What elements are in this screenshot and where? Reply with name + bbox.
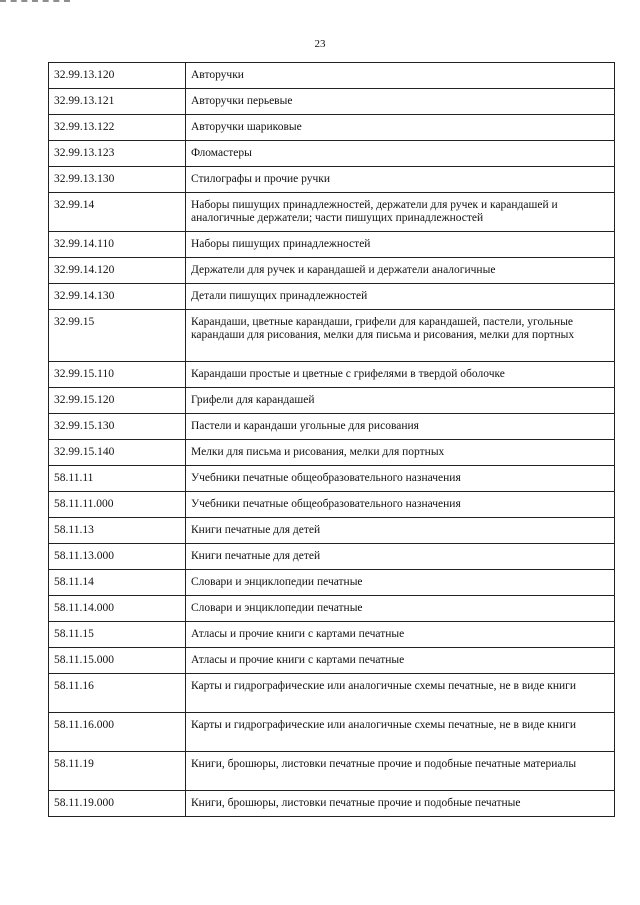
code-cell: 32.99.13.121 xyxy=(49,89,186,115)
description-cell: Пастели и карандаши угольные для рисования xyxy=(186,414,615,440)
description-cell: Авторучки шариковые xyxy=(186,115,615,141)
code-cell: 58.11.15.000 xyxy=(49,648,186,674)
scan-edge-mark xyxy=(0,0,70,5)
description-cell: Книги, брошюры, листовки печатные прочие и подобные печатные материалы xyxy=(186,752,615,791)
table-row xyxy=(49,440,615,466)
code-cell: 32.99.15.120 xyxy=(49,388,186,414)
description-cell: Словари и энциклопедии печатные xyxy=(186,596,615,622)
code-cell: 32.99.15.140 xyxy=(49,440,186,466)
description-cell: Держатели для ручек и карандашей и держатели аналогичные xyxy=(186,258,615,284)
description-cell: Карты и гидрографические или аналогичные схемы печатные, не в виде книги xyxy=(186,713,615,752)
table-row xyxy=(49,167,615,193)
description-cell: Карандаши, цветные карандаши, грифели для карандашей, пастели, угольные карандаши для рисования, мелки для письма и рисования, мелки для портных xyxy=(186,310,615,362)
table-row xyxy=(49,63,615,89)
description-cell: Стилографы и прочие ручки xyxy=(186,167,615,193)
table-row xyxy=(49,791,615,817)
description-cell: Словари и энциклопедии печатные xyxy=(186,570,615,596)
description-cell: Атласы и прочие книги с картами печатные xyxy=(186,648,615,674)
description-cell: Книги, брошюры, листовки печатные прочие и подобные печатные xyxy=(186,791,615,817)
table-row xyxy=(49,622,615,648)
code-cell: 32.99.13.122 xyxy=(49,115,186,141)
code-cell: 32.99.15.110 xyxy=(49,362,186,388)
description-cell: Атласы и прочие книги с картами печатные xyxy=(186,622,615,648)
description-cell: Карты и гидрографические или аналогичные схемы печатные, не в виде книги xyxy=(186,674,615,713)
code-cell: 58.11.19 xyxy=(49,752,186,791)
table-row xyxy=(49,570,615,596)
code-cell: 58.11.16 xyxy=(49,674,186,713)
table-row xyxy=(49,544,615,570)
table-row xyxy=(49,752,615,791)
table-row xyxy=(49,310,615,362)
code-cell: 32.99.13.130 xyxy=(49,167,186,193)
description-cell: Авторучки перьевые xyxy=(186,89,615,115)
table-row xyxy=(49,414,615,440)
code-table xyxy=(48,62,615,817)
table-row xyxy=(49,193,615,232)
table-row xyxy=(49,115,615,141)
table-row xyxy=(49,141,615,167)
table-row xyxy=(49,232,615,258)
description-cell: Книги печатные для детей xyxy=(186,544,615,570)
table-row xyxy=(49,648,615,674)
table-row xyxy=(49,388,615,414)
code-cell: 58.11.13 xyxy=(49,518,186,544)
code-cell: 32.99.15.130 xyxy=(49,414,186,440)
code-cell: 32.99.14 xyxy=(49,193,186,232)
description-cell: Фломастеры xyxy=(186,141,615,167)
table-row xyxy=(49,674,615,713)
page-number: 23 xyxy=(314,38,326,50)
description-cell: Карандаши простые и цветные с грифелями в твердой оболочке xyxy=(186,362,615,388)
code-cell: 58.11.14.000 xyxy=(49,596,186,622)
description-cell: Книги печатные для детей xyxy=(186,518,615,544)
code-cell: 32.99.14.110 xyxy=(49,232,186,258)
description-cell: Учебники печатные общеобразовательного назначения xyxy=(186,466,615,492)
table-row xyxy=(49,492,615,518)
code-cell: 58.11.16.000 xyxy=(49,713,186,752)
code-cell: 32.99.14.130 xyxy=(49,284,186,310)
table-row xyxy=(49,258,615,284)
code-cell: 32.99.14.120 xyxy=(49,258,186,284)
code-cell: 58.11.14 xyxy=(49,570,186,596)
table-row xyxy=(49,713,615,752)
code-cell: 58.11.19.000 xyxy=(49,791,186,817)
table-row xyxy=(49,466,615,492)
description-cell: Мелки для письма и рисования, мелки для портных xyxy=(186,440,615,466)
table-row xyxy=(49,362,615,388)
code-cell: 32.99.13.123 xyxy=(49,141,186,167)
description-cell: Наборы пишущих принадлежностей xyxy=(186,232,615,258)
description-cell: Грифели для карандашей xyxy=(186,388,615,414)
description-cell: Наборы пишущих принадлежностей, держатели для ручек и карандашей и аналогичные держатели; части пишущих принадлежностей xyxy=(186,193,615,232)
code-cell: 32.99.15 xyxy=(49,310,186,362)
code-cell: 58.11.13.000 xyxy=(49,544,186,570)
table-row xyxy=(49,518,615,544)
description-cell: Учебники печатные общеобразовательного назначения xyxy=(186,492,615,518)
code-cell: 32.99.13.120 xyxy=(49,63,186,89)
code-cell: 58.11.15 xyxy=(49,622,186,648)
table-row xyxy=(49,89,615,115)
description-cell: Детали пишущих принадлежностей xyxy=(186,284,615,310)
code-cell: 58.11.11 xyxy=(49,466,186,492)
table-row xyxy=(49,596,615,622)
table-row xyxy=(49,284,615,310)
description-cell: Авторучки xyxy=(186,63,615,89)
code-cell: 58.11.11.000 xyxy=(49,492,186,518)
